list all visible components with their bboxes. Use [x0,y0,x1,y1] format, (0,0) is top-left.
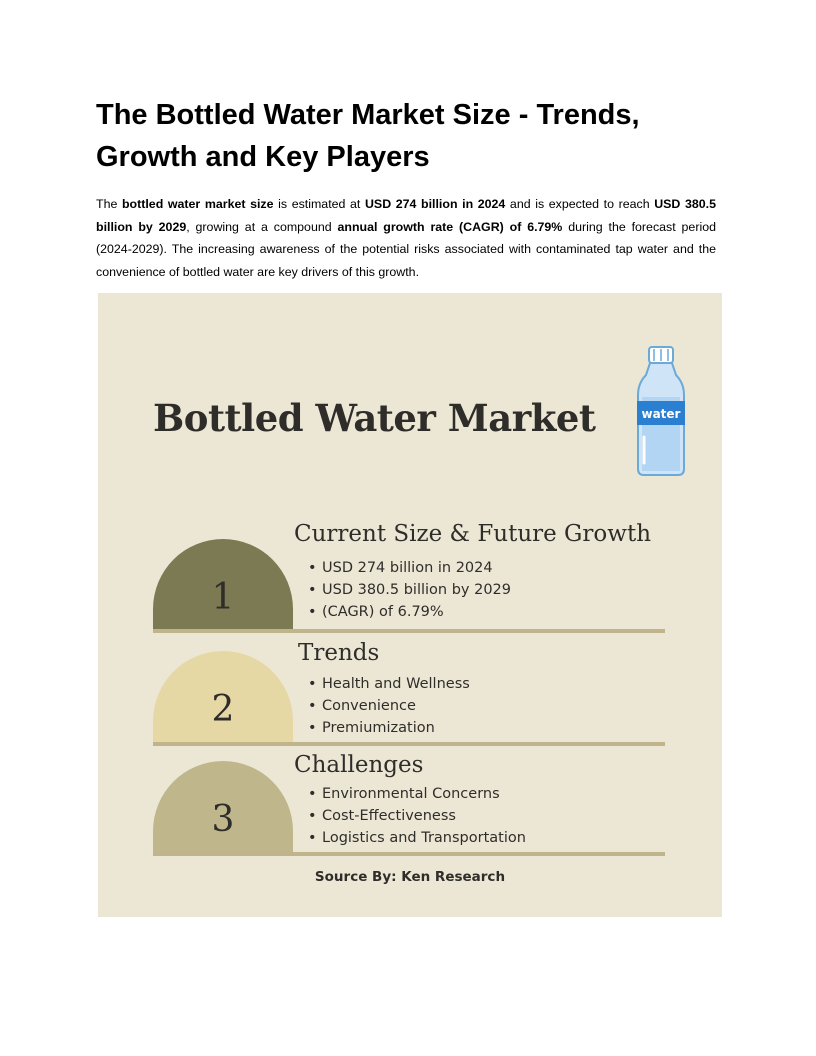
section-3-heading: Challenges [294,752,424,778]
section-2-heading: Trends [298,640,380,666]
section-3-divider [153,852,665,856]
intro-text: , growing at a compound [186,219,338,234]
section-1-divider [153,629,665,633]
list-item: • Premiumization [308,717,470,739]
list-item: • USD 380.5 billion by 2029 [308,579,511,601]
section-3-list [308,783,526,849]
list-item: • Environmental Concerns [308,783,526,805]
bottle-label: water [641,407,681,421]
infographic-title: Bottled Water Market [153,396,596,440]
intro-paragraph [96,193,716,283]
intro-text: is estimated at [273,197,365,211]
section-1-heading: Current Size & Future Growth [294,521,652,547]
source-credit: Source By: Ken Research [314,869,506,885]
section-1-number: 1 [211,577,235,618]
list-item: • Cost-Effectiveness [308,805,526,827]
list-item: • USD 274 billion in 2024 [308,557,511,579]
section-2-number: 2 [211,689,235,730]
intro-text: during the forecast period (2024-2029). The increasing awareness of the potential risks associated with contaminated tap water and the convenience of bottled water are key drivers of this growth. [96,219,716,279]
list-item: • Health and Wellness [308,673,470,695]
list-item: • (CAGR) of 6.79% [308,601,511,623]
intro-text: The [96,197,122,211]
section-2-divider [153,742,665,746]
list-item: • Convenience [308,695,470,717]
section-3-number: 3 [211,799,235,840]
infographic-image [98,293,722,917]
page-title: The Bottled Water Market Size - Trends, Growth and Key Players [96,99,640,173]
list-item: • Logistics and Transportation [308,827,526,849]
intro-bold-cagr: annual growth rate (CAGR) of 6.79% [337,219,563,234]
intro-text: and is expected to reach [505,197,655,211]
section-1-list [308,557,511,623]
intro-bold-2029-value: USD 380.5 billion by 2029 [96,197,716,234]
section-2-list [308,673,470,739]
water-bottle-icon [626,345,696,479]
intro-bold-market-size: bottled water market size [121,197,274,211]
intro-bold-2024-value: USD 274 billion in 2024 [364,197,506,211]
